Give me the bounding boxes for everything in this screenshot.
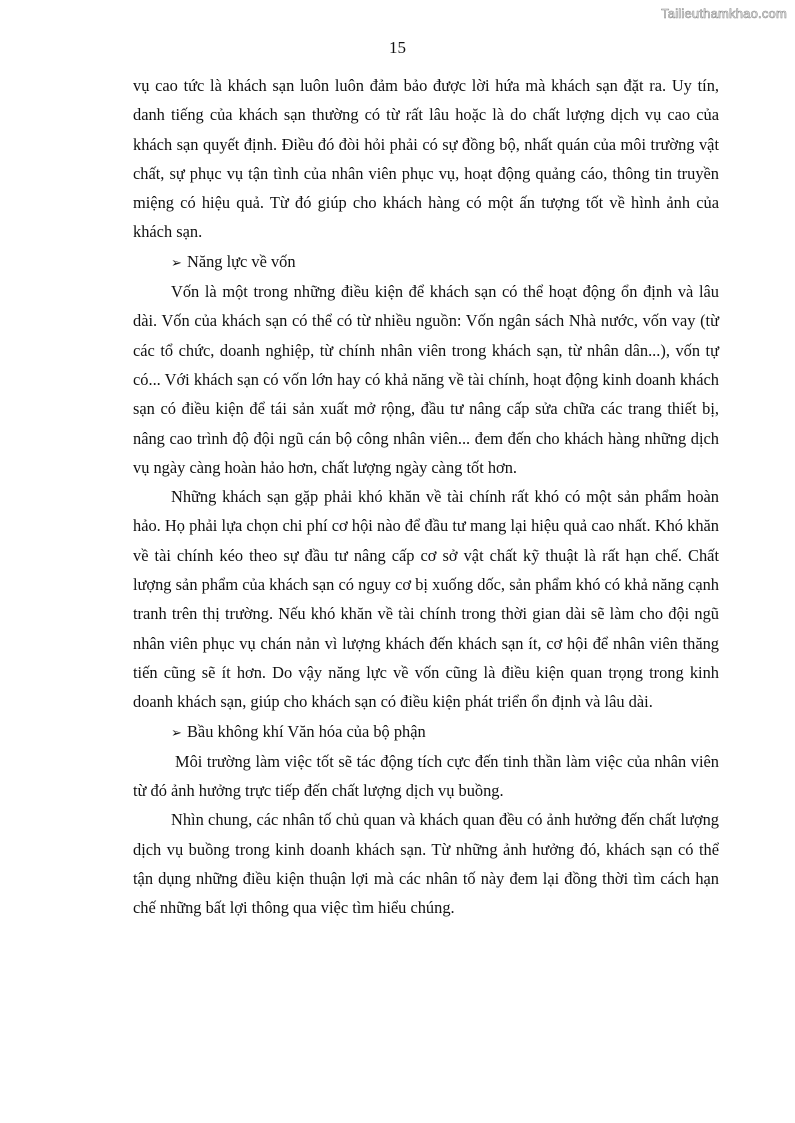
bullet-heading-culture [133,717,719,747]
arrow-bullet-icon: ➢ [171,254,182,270]
paragraph-conclusion: Nhìn chung, các nhân tố chủ quan và khách quan đều có ảnh hưởng đến chất lượng dịch vụ buồng trong kinh doanh khách sạn. Từ những ảnh hưởng đó, khách sạn có thể tận dụng những điều kiện thuận lợi mà các nhân tố này đem lại đồng thời tìm cách hạn chế những bất lợi thông qua việc tìm hiểu chúng. [133,810,719,918]
document-body [133,71,719,923]
arrow-bullet-icon: ➢ [171,724,182,740]
bullet-heading-label: Năng lực về vốn [187,251,296,271]
paragraph-financial-difficulty: Những khách sạn gặp phải khó khăn về tài chính rất khó có một sản phẩm hoàn hảo. Họ phải lựa chọn chi phí cơ hội nào để đầu tư mang lại hiệu quả cao nhất. Khó khăn về tài chính kéo theo sự đầu tư nâng cấp cơ sở vật chất kỹ thuật là rất hạn chế. Chất lượng sản phẩm của khách sạn có nguy cơ bị xuống dốc, sản phẩm khó có khả năng cạnh tranh trên thị trường. Nếu khó khăn về tài chính trong thời gian dài sẽ làm cho đội ngũ nhân viên phục vụ chán nản vì lượng khách đến khách sạn ít, cơ hội để nhân viên thăng tiến cũng sẽ ít hơn. Do vậy năng lực về vốn cũng là điều kiện quan trọng trong kinh doanh khách sạn, giúp cho khách sạn có điều kiện phát triển ổn định và lâu dài. [133,487,719,712]
paragraph-capital-sources: Vốn là một trong những điều kiện để khách sạn có thể hoạt động ổn định và lâu dài. Vốn của khách sạn có thể có từ nhiều nguồn: Vốn ngân sách Nhà nước, vốn vay (từ các tổ chức, doanh nghiệp, từ chính nhân viên trong khách sạn, từ nhân dân...), vốn tự có... Với khách sạn có vốn lớn hay có khả năng về tài chính, hoạt động kinh doanh khách sạn có điều kiện để tái sản xuất mở rộng, đầu tư nâng cấp sửa chữa các trang thiết bị, nâng cao trình độ đội ngũ cán bộ công nhân viên... đem đến cho khách hàng những dịch vụ ngày càng hoàn hảo hơn, chất lượng ngày càng tốt hơn. [133,282,719,477]
bullet-heading-capital [133,247,719,277]
bullet-heading-label: Bầu không khí Văn hóa của bộ phận [187,721,426,741]
paragraph-work-environment: Môi trường làm việc tốt sẽ tác động tích cực đến tinh thần làm việc của nhân viên từ đó ảnh hưởng trực tiếp đến chất lượng dịch vụ buồng. [133,751,719,801]
paragraph-continuation: vụ cao tức là khách sạn luôn luôn đảm bảo được lời hứa mà khách sạn đặt ra. Uy tín, danh tiếng của khách sạn thường có từ rất lâu hoặc là do chất lượng dịch vụ cao của khách sạn quyết định. Điều đó đòi hỏi phải có sự đồng bộ, nhất quán của môi trường vật chất, sự phục vụ tận tình của nhân viên phục vụ, hoạt động quảng cáo, thông tin truyền miệng có hiệu quả. Từ đó giúp cho khách hàng có một ấn tượng tốt về hình ảnh của khách sạn. [133,76,719,242]
watermark: Tailieuthamkhao.com [661,6,787,21]
page-number: 15 [389,38,406,57]
